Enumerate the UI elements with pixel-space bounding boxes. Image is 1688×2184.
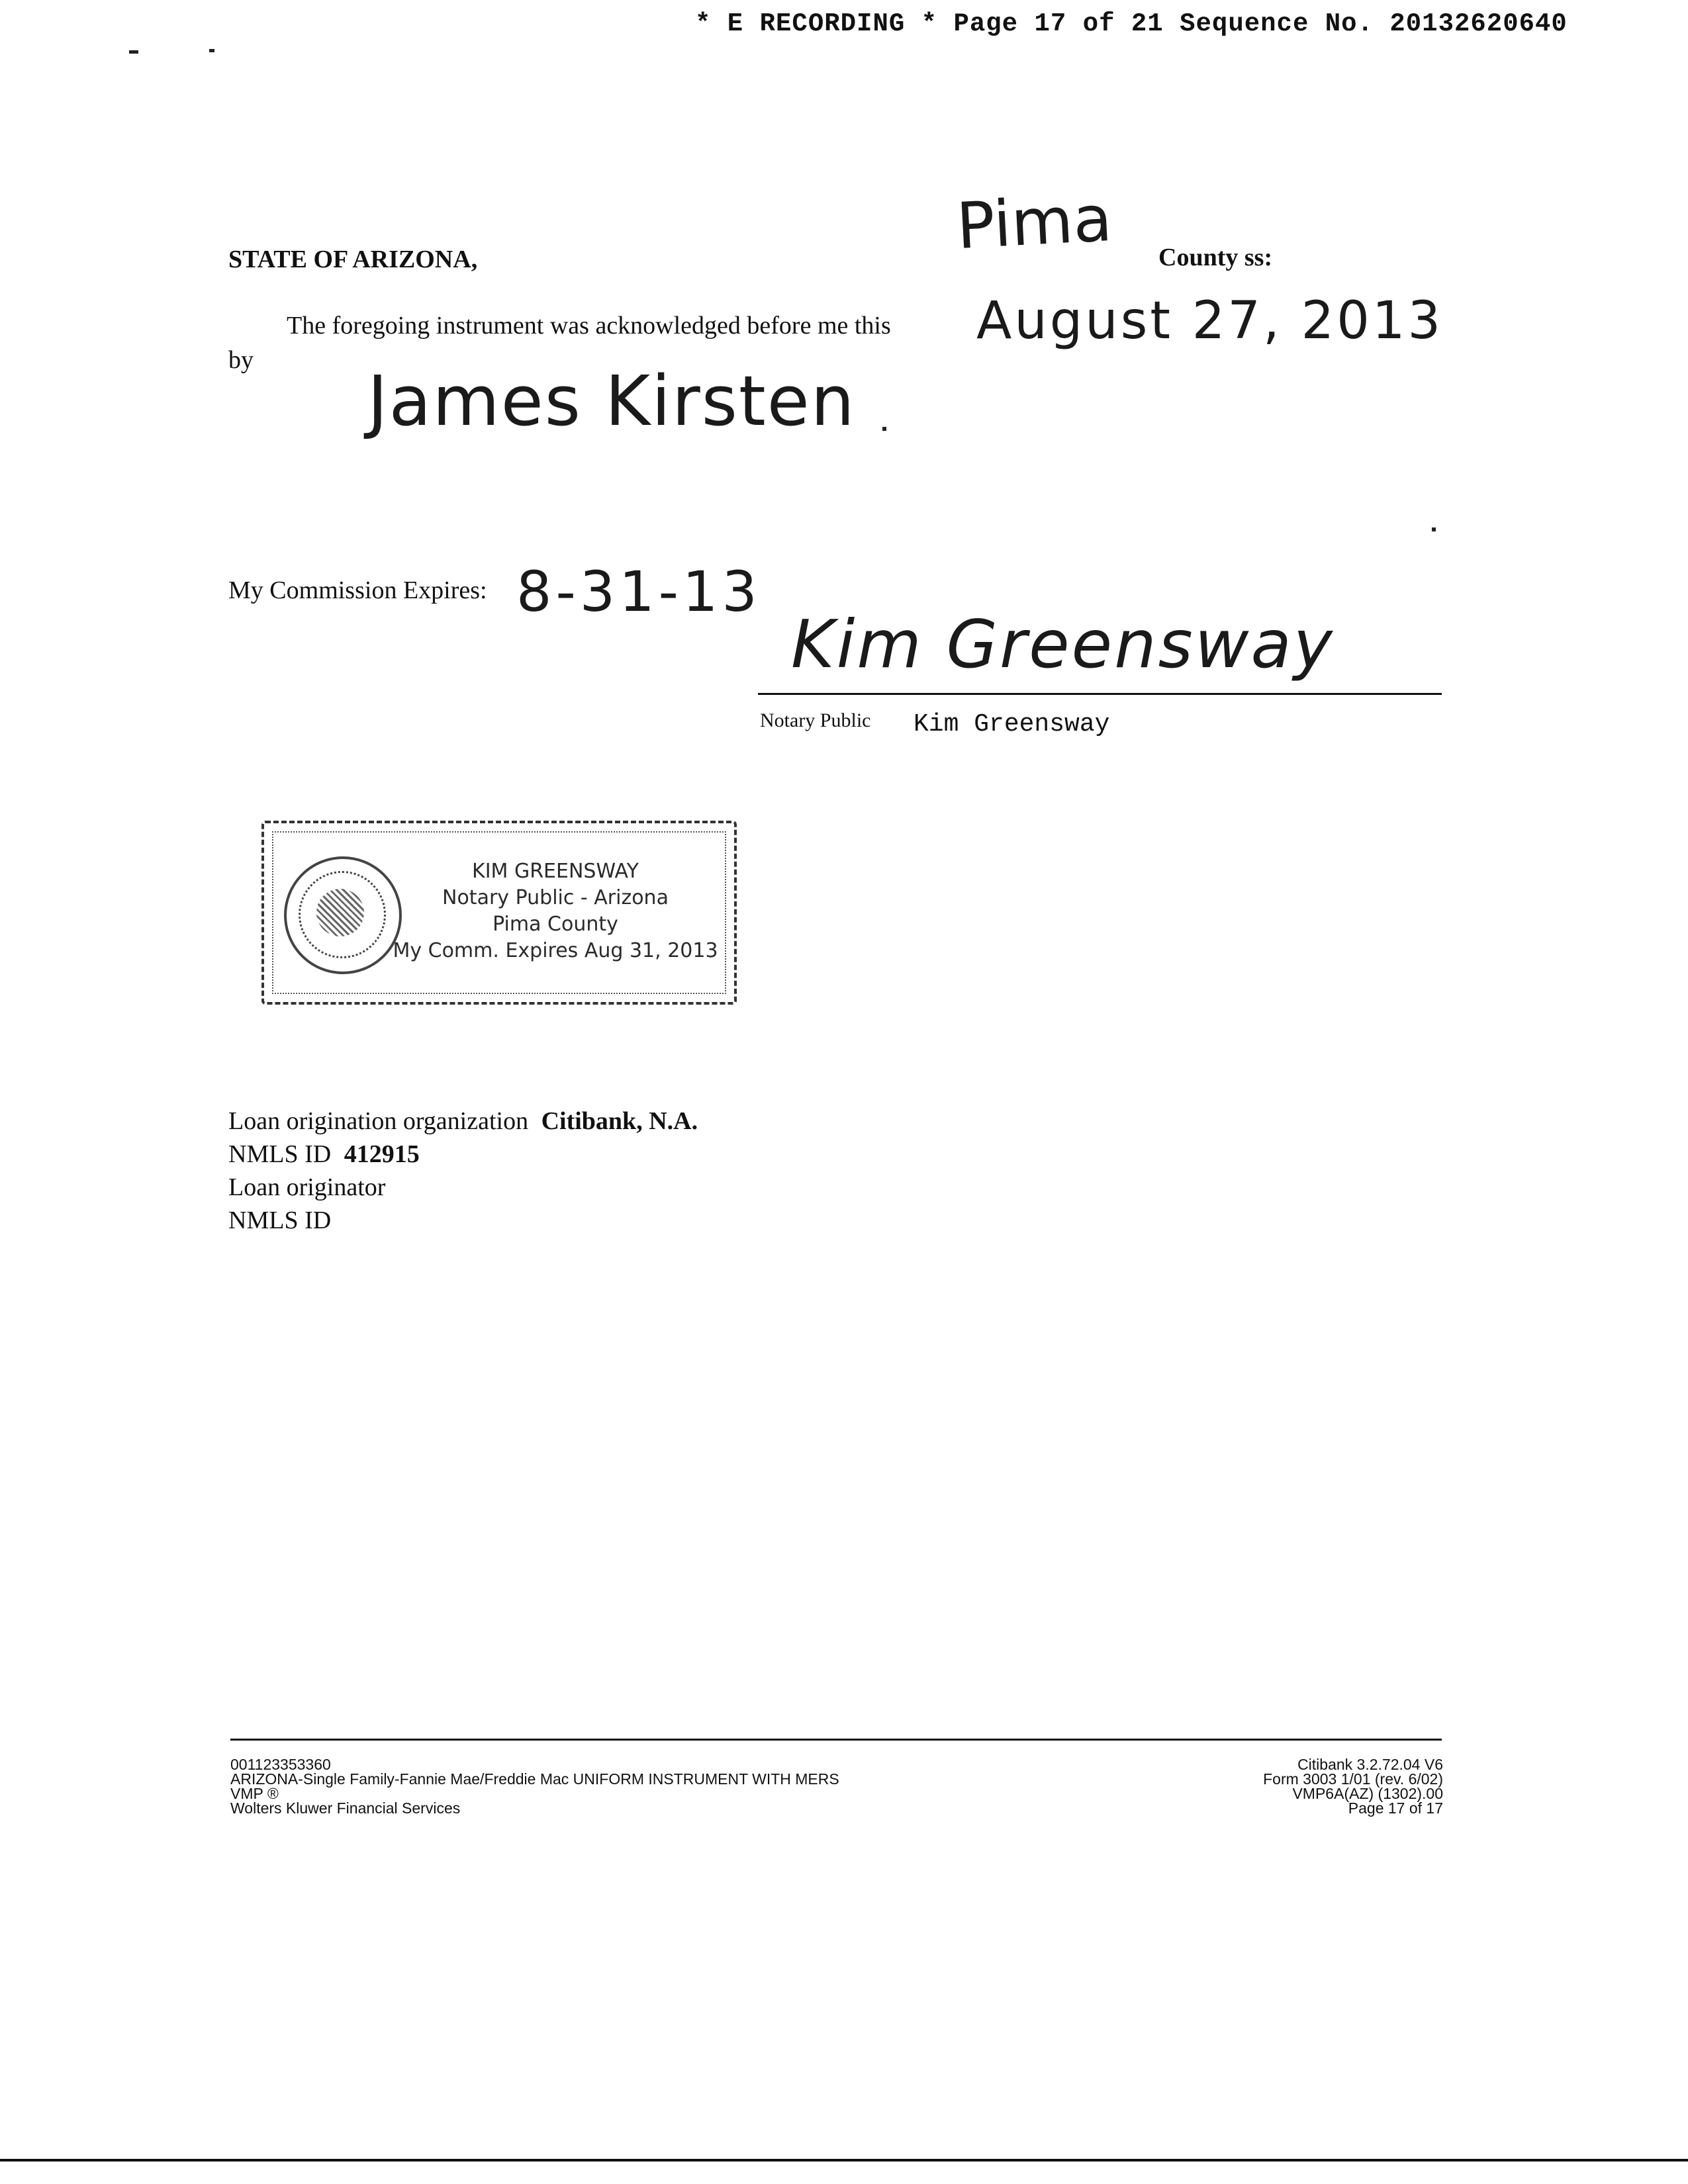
loan-number: 001123353360 xyxy=(230,1756,331,1773)
recording-header: * E RECORDING * Page 17 of 21 Sequence No. 20132620640 xyxy=(695,9,1568,38)
footer-right xyxy=(1263,1757,1443,1815)
stamp-title: Notary Public - Arizona xyxy=(442,886,669,909)
vmp-code: VMP6A(AZ) (1302).00 xyxy=(1292,1785,1443,1802)
form-number: Form 3003 1/01 (rev. 6/02) xyxy=(1263,1770,1443,1788)
commission-handwritten: 8-31-13 xyxy=(516,559,761,624)
county-handwritten: Pima xyxy=(955,181,1114,264)
loan-org-row xyxy=(228,1107,698,1136)
foregoing-text: The foregoing instrument was acknowledged before me this xyxy=(287,312,891,340)
nmls-value: 412915 xyxy=(344,1140,420,1168)
notary-printed-name: Kim Greensway xyxy=(914,710,1110,739)
originator-nmls-label: NMLS ID xyxy=(228,1206,332,1234)
seal-center xyxy=(316,889,364,936)
nmls-label: NMLS ID xyxy=(228,1140,332,1168)
by-label: by xyxy=(228,346,254,374)
nmls-row xyxy=(228,1140,420,1169)
county-label: County ss: xyxy=(1158,244,1273,271)
stamp-name: KIM GREENSWAY xyxy=(472,860,639,883)
notary-stamp xyxy=(261,821,737,1005)
date-handwritten: August 27, 2013 xyxy=(976,291,1444,351)
citibank-version: Citibank 3.2.72.04 V6 xyxy=(1297,1756,1443,1773)
person-handwritten: James Kirsten xyxy=(367,361,856,441)
notary-signature: Kim Greensway xyxy=(791,606,1335,683)
state-label: STATE OF ARIZONA, xyxy=(228,246,478,273)
dot-mark xyxy=(882,427,886,431)
loan-originator-label: Loan originator xyxy=(228,1173,386,1201)
vmp-label: VMP ® xyxy=(230,1785,279,1802)
scan-mark xyxy=(209,49,214,52)
page-number: Page 17 of 17 xyxy=(1348,1799,1443,1817)
bottom-rule xyxy=(0,2159,1688,2161)
form-title: ARIZONA-Single Family-Fannie Mae/Freddie Mac UNIFORM INSTRUMENT WITH MERS xyxy=(230,1770,839,1788)
dot-mark xyxy=(1432,527,1436,531)
footer-left xyxy=(230,1757,839,1815)
footer-rule xyxy=(230,1739,1442,1741)
notary-public-label: Notary Public xyxy=(760,709,871,731)
publisher: Wolters Kluwer Financial Services xyxy=(230,1799,461,1817)
loan-org-name: Citibank, N.A. xyxy=(541,1107,698,1135)
commission-label: My Commission Expires: xyxy=(228,576,487,604)
scan-mark xyxy=(129,50,138,54)
loan-org-label: Loan origination organization xyxy=(228,1107,529,1135)
signature-line xyxy=(758,693,1442,695)
stamp-county: Pima County xyxy=(492,913,618,936)
state-seal-icon xyxy=(284,856,402,974)
stamp-expiry: My Comm. Expires Aug 31, 2013 xyxy=(393,939,718,962)
